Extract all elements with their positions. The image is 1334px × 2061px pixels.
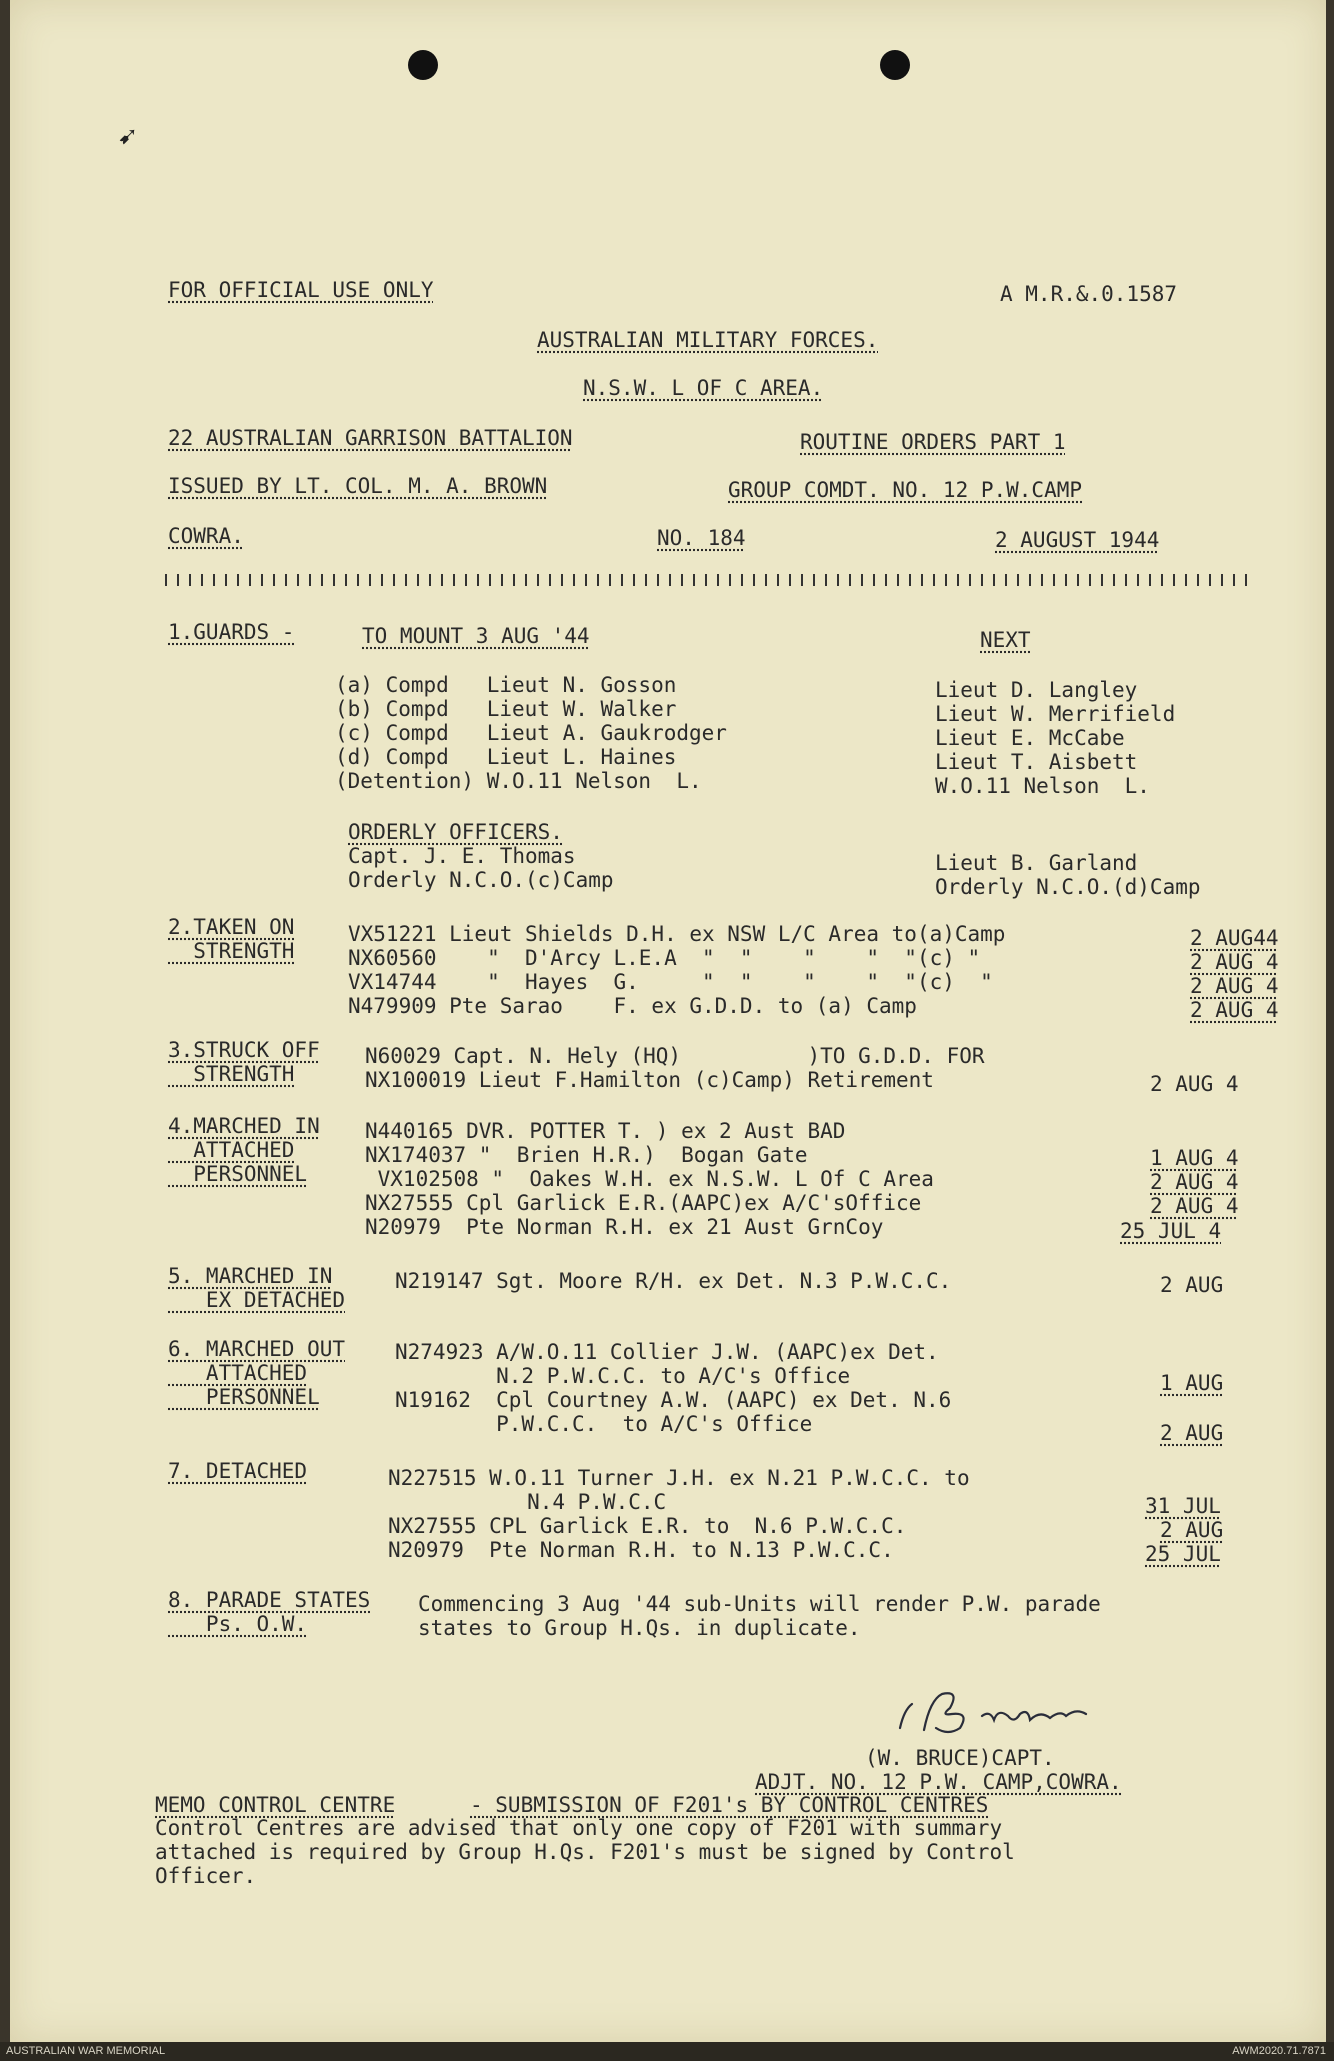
signatory-name: (W. BRUCE)CAPT. bbox=[865, 1746, 1055, 1770]
guard-row: (a) Compd Lieut N. Gosson bbox=[335, 673, 677, 697]
section-parade-title: 8. PARADE STATES bbox=[168, 1588, 371, 1612]
record-line: N.2 P.W.C.C. to A/C's Office bbox=[395, 1364, 851, 1388]
section-marched-in-subtitle: ATTACHED bbox=[168, 1138, 295, 1162]
record-line: NX27555 Cpl Garlick E.R.(AAPC)ex A/C'sOffice bbox=[365, 1191, 922, 1215]
guard-row-next: Lieut D. Langley bbox=[935, 678, 1138, 702]
record-date: 2 AUG bbox=[1160, 1273, 1224, 1297]
record-line: NX60560 " D'Arcy L.E.A " " " " "(c) " bbox=[348, 946, 981, 970]
record-line: N60029 Capt. N. Hely (HQ) )TO G.D.D. FOR bbox=[365, 1044, 985, 1068]
record-line: N274923 A/W.O.11 Collier J.W. (AAPC)ex Det. bbox=[395, 1340, 939, 1364]
guard-row-next: Lieut W. Merrifield bbox=[935, 702, 1176, 726]
record-date: 2 AUG 4 bbox=[1190, 998, 1279, 1022]
record-line: N.4 P.W.C.C bbox=[388, 1490, 667, 1514]
section-struck-title: 3.STRUCK OFF bbox=[168, 1038, 320, 1062]
record-line: N19162 Cpl Courtney A.W. (AAPC) ex Det. N.6 bbox=[395, 1388, 952, 1412]
punch-hole bbox=[880, 50, 910, 80]
orderly-officer-next: Lieut B. Garland bbox=[935, 851, 1138, 875]
memo-line: attached is required by Group H.Qs. F201's must be signed by Control bbox=[155, 1840, 1015, 1864]
memo-title: MEMO CONTROL CENTRE bbox=[155, 1793, 396, 1817]
orderly-officers-title: ORDERLY OFFICERS. bbox=[348, 820, 563, 844]
section-marched-in-title: 4.MARCHED IN bbox=[168, 1114, 320, 1138]
record-date: 2 AUG 4 bbox=[1150, 1072, 1239, 1096]
orderly-officer: Capt. J. E. Thomas bbox=[348, 844, 576, 868]
order-number: NO. 184 bbox=[657, 526, 746, 550]
section-marched-out-subtitle: ATTACHED bbox=[168, 1361, 308, 1385]
record-line: N479909 Pte Sarao F. ex G.D.D. to (a) Camp bbox=[348, 994, 917, 1018]
guard-row-next: Lieut E. McCabe bbox=[935, 726, 1125, 750]
handwritten-signature bbox=[890, 1680, 1130, 1740]
guard-row: (d) Compd Lieut L. Haines bbox=[335, 745, 677, 769]
record-date: 2 AUG44 bbox=[1190, 926, 1279, 950]
section-guards-title: 1.GUARDS - bbox=[168, 620, 295, 644]
section-struck-subtitle: STRENGTH bbox=[168, 1062, 295, 1086]
record-line: P.W.C.C. to A/C's Office bbox=[395, 1412, 813, 1436]
separator-rule bbox=[165, 574, 1255, 586]
guards-mount-date: TO MOUNT 3 AUG '44 bbox=[362, 624, 590, 648]
guard-row: (b) Compd Lieut W. Walker bbox=[335, 697, 677, 721]
battalion-name: 22 AUSTRALIAN GARRISON BATTALION bbox=[168, 426, 573, 450]
official-use-label: FOR OFFICIAL USE ONLY bbox=[168, 278, 434, 302]
guard-row: (c) Compd Lieut A. Gaukrodger bbox=[335, 721, 727, 745]
document-page bbox=[10, 0, 1326, 2042]
section-marched-out-subtitle: PERSONNEL bbox=[168, 1385, 320, 1409]
record-line: NX100019 Lieut F.Hamilton (c)Camp) Retirement bbox=[365, 1068, 934, 1092]
signatory-role: ADJT. NO. 12 P.W. CAMP,COWRA. bbox=[755, 1770, 1122, 1794]
section-parade-subtitle: Ps. O.W. bbox=[168, 1612, 308, 1636]
section-marched-out-title: 6. MARCHED OUT bbox=[168, 1337, 346, 1361]
memo-line: Officer. bbox=[155, 1864, 257, 1888]
record-date: 31 JUL bbox=[1145, 1494, 1221, 1518]
record-line: VX102508 " Oakes W.H. ex N.S.W. L Of C Area bbox=[365, 1167, 934, 1191]
guard-row: (Detention) W.O.11 Nelson L. bbox=[335, 769, 702, 793]
order-date: 2 AUGUST 1944 bbox=[995, 528, 1160, 552]
record-date: 25 JUL bbox=[1145, 1542, 1221, 1566]
section-detached-title: 7. DETACHED bbox=[168, 1459, 308, 1483]
record-line: Commencing 3 Aug '44 sub-Units will render P.W. parade bbox=[418, 1592, 1101, 1616]
record-date: 1 AUG bbox=[1160, 1371, 1224, 1395]
record-date: 2 AUG 4 bbox=[1190, 974, 1279, 998]
record-line: N219147 Sgt. Moore R/H. ex Det. N.3 P.W.C.C. bbox=[395, 1269, 952, 1293]
section-marched-in-det-subtitle: EX DETACHED bbox=[168, 1288, 346, 1312]
reference-number: A M.R.&.0.1587 bbox=[1000, 282, 1178, 306]
ink-mark: ➹ bbox=[118, 120, 137, 155]
record-line: states to Group H.Qs. in duplicate. bbox=[418, 1616, 861, 1640]
archive-footer bbox=[0, 2042, 1334, 2061]
guards-next-label: NEXT bbox=[980, 628, 1031, 652]
punch-hole bbox=[408, 50, 438, 80]
record-line: N20979 Pte Norman R.H. ex 21 Aust GrnCoy bbox=[365, 1215, 884, 1239]
record-line: VX51221 Lieut Shields D.H. ex NSW L/C Area to(a)Camp bbox=[348, 922, 1006, 946]
record-date: 2 AUG 4 bbox=[1150, 1194, 1239, 1218]
section-taken-subtitle: STRENGTH bbox=[168, 939, 295, 963]
record-date: 2 AUG 4 bbox=[1190, 950, 1279, 974]
section-marched-in-det-title: 5. MARCHED IN bbox=[168, 1264, 333, 1288]
record-line: N20979 Pte Norman R.H. to N.13 P.W.C.C. bbox=[388, 1538, 894, 1562]
orderly-nco: Orderly N.C.O.(c)Camp bbox=[348, 868, 614, 892]
guard-row-next: Lieut T. Aisbett bbox=[935, 750, 1138, 774]
place: COWRA. bbox=[168, 524, 244, 548]
record-date: 1 AUG 4 bbox=[1150, 1146, 1239, 1170]
memo-subject: - SUBMISSION OF F201's BY CONTROL CENTRES bbox=[470, 1793, 989, 1817]
guard-row-next: W.O.11 Nelson L. bbox=[935, 774, 1150, 798]
archive-id: AWM2020.71.7871 bbox=[1232, 2045, 1326, 2057]
memo-line: Control Centres are advised that only one copy of F201 with summary bbox=[155, 1816, 1003, 1840]
record-line: NX174037 " Brien H.R.) Bogan Gate bbox=[365, 1143, 808, 1167]
group-commandant: GROUP COMDT. NO. 12 P.W.CAMP bbox=[728, 478, 1083, 502]
area-heading: N.S.W. L OF C AREA. bbox=[583, 376, 824, 400]
record-line: N440165 DVR. POTTER T. ) ex 2 Aust BAD bbox=[365, 1119, 846, 1143]
record-line: VX14744 " Hayes G. " " " " "(c) " bbox=[348, 970, 993, 994]
issued-by: ISSUED BY LT. COL. M. A. BROWN bbox=[168, 474, 548, 498]
section-taken-title: 2.TAKEN ON bbox=[168, 915, 295, 939]
routine-orders-label: ROUTINE ORDERS PART 1 bbox=[800, 430, 1066, 454]
record-line: NX27555 CPL Garlick E.R. to N.6 P.W.C.C. bbox=[388, 1514, 907, 1538]
section-marched-in-subtitle: PERSONNEL bbox=[168, 1162, 308, 1186]
record-date: 25 JUL 4 bbox=[1120, 1219, 1222, 1243]
orderly-nco-next: Orderly N.C.O.(d)Camp bbox=[935, 875, 1201, 899]
archive-name: AUSTRALIAN WAR MEMORIAL bbox=[6, 2045, 166, 2057]
record-date: 2 AUG bbox=[1160, 1518, 1224, 1542]
record-line: N227515 W.O.11 Turner J.H. ex N.21 P.W.C.C. to bbox=[388, 1466, 970, 1490]
record-date: 2 AUG 4 bbox=[1150, 1170, 1239, 1194]
forces-heading: AUSTRALIAN MILITARY FORCES. bbox=[537, 328, 879, 352]
record-date: 2 AUG bbox=[1160, 1421, 1224, 1445]
